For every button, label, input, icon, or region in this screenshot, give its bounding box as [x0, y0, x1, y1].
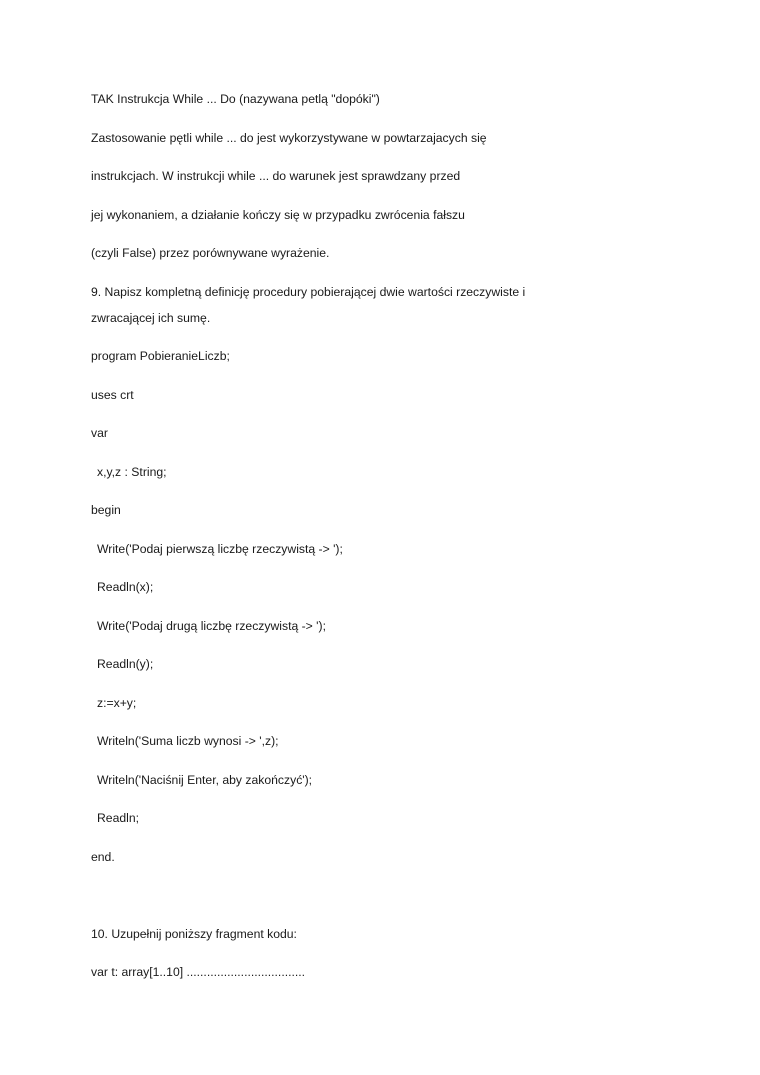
text-line-while-desc-2: instrukcjach. W instrukcji while ... do warunek jest sprawdzany przed	[91, 169, 461, 183]
text-line-while-desc-3: jej wykonaniem, a działanie kończy się w przypadku zwrócenia fałszu	[91, 208, 465, 222]
code-line-array: var t: array[1..10] ...................................	[91, 965, 306, 979]
code-line-begin: begin	[91, 503, 121, 517]
code-line-write-1: Write('Podaj pierwszą liczbę rzeczywistą -> ');	[97, 542, 343, 556]
code-line-readln-y: Readln(y);	[97, 657, 154, 671]
code-line-writeln-enter: Writeln('Naciśnij Enter, aby zakończyć');	[97, 773, 313, 787]
code-line-program: program PobieranieLiczb;	[91, 349, 230, 363]
code-line-readln-x: Readln(x);	[97, 580, 154, 594]
question-9-line-1: 9. Napisz kompletną definicję procedury pobierającej dwie wartości rzeczywiste i	[91, 285, 526, 299]
code-line-declaration: x,y,z : String;	[97, 465, 167, 479]
code-line-var: var	[91, 426, 108, 440]
question-10: 10. Uzupełnij poniższy fragment kodu:	[91, 927, 297, 941]
text-line-while-heading: TAK Instrukcja While ... Do (nazywana petlą "dopóki")	[91, 92, 380, 106]
code-line-sum: z:=x+y;	[97, 696, 137, 710]
text-line-while-desc-4: (czyli False) przez porównywane wyrażenie.	[91, 246, 330, 260]
code-line-readln: Readln;	[97, 811, 140, 825]
code-line-end: end.	[91, 850, 115, 864]
question-9-line-2: zwracającej ich sumę.	[91, 311, 211, 325]
code-line-write-2: Write('Podaj drugą liczbę rzeczywistą -> ');	[97, 619, 326, 633]
text-line-while-desc-1: Zastosowanie pętli while ... do jest wykorzystywane w powtarzajacych się	[91, 131, 487, 145]
code-line-writeln-sum: Writeln('Suma liczb wynosi -> ',z);	[97, 734, 279, 748]
code-line-uses: uses crt	[91, 388, 134, 402]
